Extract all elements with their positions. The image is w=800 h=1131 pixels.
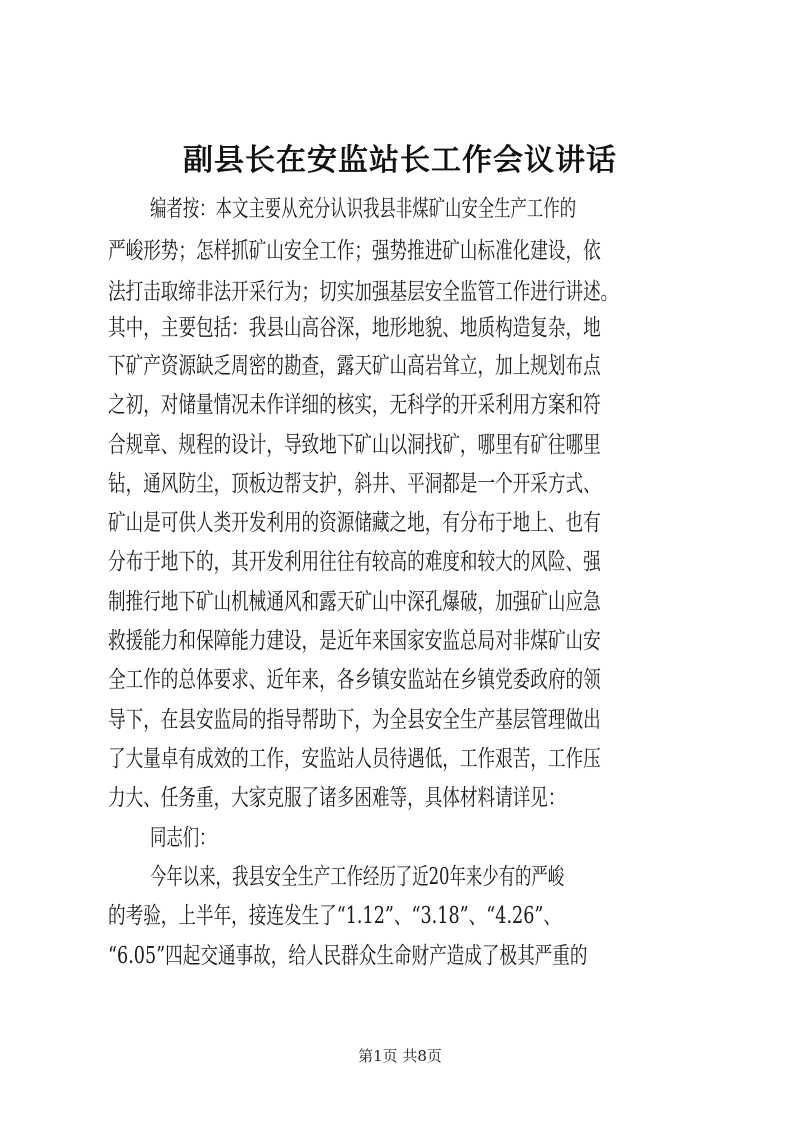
- text-line: 之初，对储量情况未作详细的核实，无科学的开采利用方案和符: [108, 392, 601, 418]
- salutation: 同志们：: [150, 825, 216, 851]
- text-line: 分布于地下的，其开发利用往往有较高的难度和较大的风险、强: [108, 549, 601, 575]
- text-line: 合规章、规程的设计，导致地下矿山以洞找矿，哪里有矿往哪里: [108, 432, 601, 458]
- text-line: 了大量卓有成效的工作，安监站人员待遇低，工作艰苦，工作压: [108, 746, 601, 772]
- text-line: 今年以来，我县安全生产工作经历了近20年来少有的严峻: [150, 864, 565, 890]
- text-line: 严峻形势；怎样抓矿山安全工作；强势推进矿山标准化建设，依: [108, 238, 601, 264]
- text-line: 矿山是可供人类开发利用的资源储藏之地，有分布于地上、也有: [108, 510, 601, 536]
- text-line: 全工作的总体要求、近年来，各乡镇安监站在乡镇党委政府的领: [108, 667, 601, 693]
- page-footer: 第1页 共8页: [358, 1047, 442, 1065]
- text-line: 法打击取缔非法开采行为；切实加强基层安全监管工作进行讲述。: [108, 279, 619, 305]
- text-line: 下矿产资源缺乏周密的勘查，露天矿山高岩耸立，加上规划布点: [108, 353, 601, 379]
- text-line: 力大、任务重，大家克服了诸多困难等，具体材料请详见：: [108, 785, 566, 811]
- text-line: 导下，在县安监局的指导帮助下，为全县安全生产基层管理做出: [108, 707, 601, 733]
- text-line: 制推行地下矿山机械通风和露天矿山中深孔爆破，加强矿山应急: [108, 589, 601, 615]
- text-line: 其中，主要包括：我县山高谷深，地形地貌、地质构造复杂，地: [108, 315, 601, 341]
- text-line: “6.05”四起交通事故，给人民群众生命财产造成了极其严重的: [108, 943, 588, 969]
- text-line: 的考验，上半年，接连发生了“1.12”、“3.18”、“4.26”、: [108, 903, 562, 929]
- text-line: 救援能力和保障能力建设，是近年来国家安监总局对非煤矿山安: [108, 628, 601, 654]
- text-line: 编者按：本文主要从充分认识我县非煤矿山安全生产工作的: [150, 196, 577, 222]
- text-line: 钻，通风防尘，顶板边帮支护，斜井、平洞都是一个开采方式、: [108, 471, 601, 497]
- document-title: 副县长在安监站长工作会议讲话: [183, 143, 617, 178]
